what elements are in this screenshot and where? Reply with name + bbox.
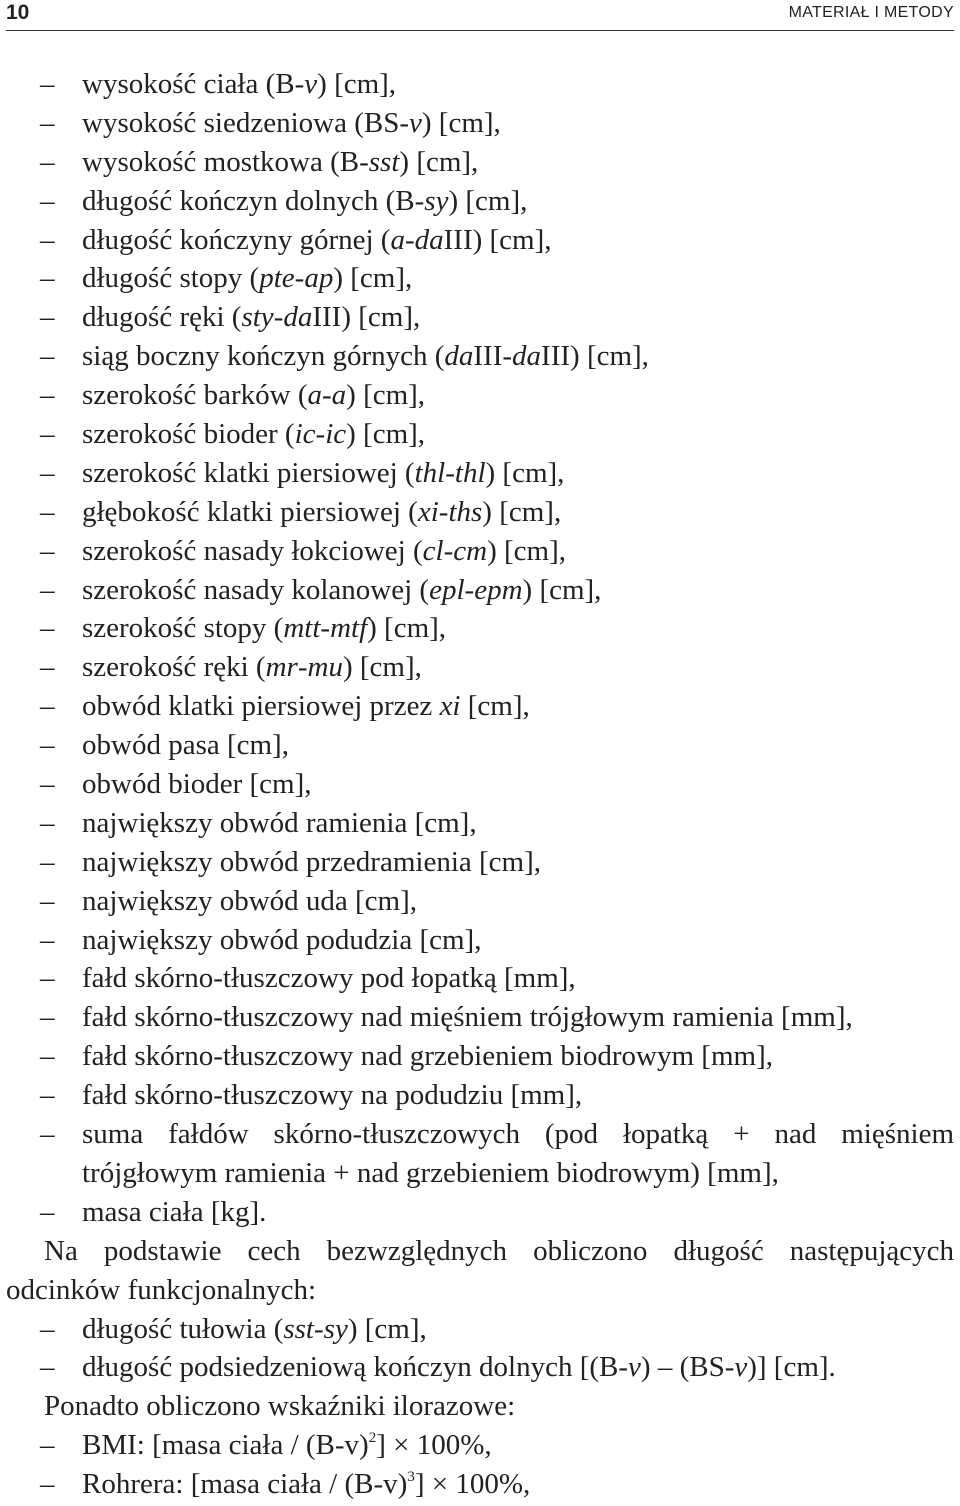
- list-item: [0, 104, 960, 143]
- list-item-text: największy obwód ramienia [cm],: [82, 806, 477, 839]
- list-item: [0, 921, 960, 960]
- dash: –: [40, 340, 55, 373]
- dash: –: [40, 690, 55, 723]
- list-item-text: fałd skórno-tłuszczowy na podudziu [mm],: [82, 1079, 583, 1112]
- list-item-text: fałd skórno-tłuszczowy pod łopatką [mm],: [82, 962, 576, 995]
- list-item: [0, 182, 960, 221]
- dash: –: [40, 1468, 55, 1501]
- list-item: [0, 454, 960, 493]
- list-item: [0, 648, 960, 687]
- list-item: [0, 1348, 960, 1387]
- list-item-text: długość ręki (sty-daIII) [cm],: [82, 301, 421, 334]
- page-content: [0, 65, 960, 1504]
- list-item-text: największy obwód podudzia [cm],: [82, 923, 482, 956]
- dash: –: [40, 262, 55, 295]
- dash: –: [40, 1312, 55, 1345]
- dash: –: [40, 1118, 55, 1151]
- dash: –: [40, 379, 55, 412]
- list-item-text: szerokość ręki (mr-mu) [cm],: [82, 651, 422, 684]
- paragraph-functional-segments: [0, 1232, 960, 1271]
- list-item: [0, 376, 960, 415]
- list-item-text: szerokość nasady łokciowej (cl-cm) [cm],: [82, 534, 566, 567]
- dash: –: [40, 1079, 55, 1112]
- list-item-text: wysokość ciała (B-v) [cm],: [82, 68, 397, 100]
- list-item-text: fałd skórno-tłuszczowy nad mięśniem trójgłowym ramienia [mm],: [82, 1001, 853, 1034]
- dash: –: [40, 68, 55, 100]
- dash: –: [40, 845, 55, 878]
- list-item: [0, 765, 960, 804]
- list-item-text: szerokość klatki piersiowej (thl-thl) [cm],: [82, 456, 565, 489]
- dash: –: [40, 962, 55, 995]
- list-item-text: długość kończyny górnej (a-daIII) [cm],: [82, 223, 552, 256]
- dash: –: [40, 923, 55, 956]
- list-item: [0, 843, 960, 882]
- list-item: [0, 609, 960, 648]
- list-item: [0, 959, 960, 998]
- list-item: [0, 65, 960, 104]
- dash: –: [40, 1001, 55, 1034]
- dash: –: [40, 1195, 55, 1228]
- list-item-text: obwód bioder [cm],: [82, 768, 312, 801]
- list-item-text: długość podsiedzeniową kończyn dolnych [(B-v) – (BS-v)] [cm].: [82, 1351, 836, 1384]
- list-item: [0, 998, 960, 1037]
- list-item: [0, 143, 960, 182]
- index-list: [0, 1426, 960, 1504]
- list-item: [0, 415, 960, 454]
- list-item: [0, 1076, 960, 1115]
- list-item-text: głębokość klatki piersiowej (xi-ths) [cm],: [82, 495, 562, 528]
- dash: –: [40, 768, 55, 801]
- measurement-list: [0, 65, 960, 1232]
- dash: –: [40, 184, 55, 217]
- dash: –: [40, 884, 55, 917]
- dash: –: [40, 729, 55, 762]
- list-item-text: fałd skórno-tłuszczowy nad grzebieniem biodrowym [mm],: [82, 1040, 773, 1073]
- dash: –: [40, 106, 55, 139]
- list-item-text: szerokość nasady kolanowej (epl-epm) [cm],: [82, 573, 602, 606]
- list-item: [0, 493, 960, 532]
- list-item: [0, 687, 960, 726]
- list-item-text: długość tułowia (sst-sy) [cm],: [82, 1312, 427, 1345]
- dash: –: [40, 806, 55, 839]
- paragraph-indices: Ponadto obliczono wskaźniki ilorazowe:: [44, 1390, 516, 1423]
- list-item-text: wysokość siedzeniowa (BS-v) [cm],: [82, 106, 501, 139]
- list-item: [0, 1193, 960, 1232]
- list-item-text: obwód pasa [cm],: [82, 729, 289, 762]
- segment-list: [0, 1310, 960, 1388]
- list-item: [0, 571, 960, 610]
- list-item: [0, 804, 960, 843]
- list-item: [0, 532, 960, 571]
- dash: –: [40, 495, 55, 528]
- list-item-text: największy obwód uda [cm],: [82, 884, 418, 917]
- list-item: [0, 1115, 960, 1193]
- list-item-text: długość stopy (pte-ap) [cm],: [82, 262, 413, 295]
- dash: –: [40, 612, 55, 645]
- list-item-text: masa ciała [kg].: [82, 1195, 267, 1228]
- list-item-text: szerokość stopy (mtt-mtf) [cm],: [82, 612, 447, 645]
- dash: –: [40, 573, 55, 606]
- dash: –: [40, 301, 55, 334]
- dash: –: [40, 223, 55, 256]
- paragraph-line: Na podstawie cech bezwzględnych obliczono długość następujących: [44, 1234, 954, 1267]
- dash: –: [40, 1429, 55, 1462]
- list-item-text: długość kończyn dolnych (B-sy) [cm],: [82, 184, 528, 217]
- formula: BMI: [masa ciała / $(B-v)^2] \times 100\%$,: [82, 1429, 492, 1462]
- list-item-text: największy obwód przedramienia [cm],: [82, 845, 541, 878]
- list-item: [0, 298, 960, 337]
- list-item: [0, 259, 960, 298]
- page-number: 10: [6, 1, 30, 24]
- list-item-text: szerokość bioder (ic-ic) [cm],: [82, 418, 426, 451]
- list-item-text: szerokość barków (a-a) [cm],: [82, 379, 426, 412]
- list-item-rohrer: [0, 1465, 960, 1504]
- dash: –: [40, 651, 55, 684]
- list-item-text: wysokość mostkowa (B-sst) [cm],: [82, 145, 479, 178]
- list-item-bmi: [0, 1426, 960, 1465]
- dash: –: [40, 1040, 55, 1073]
- list-item: [0, 221, 960, 260]
- list-item: [0, 882, 960, 921]
- list-item: [0, 1037, 960, 1076]
- dash: –: [40, 145, 55, 178]
- list-item-text: siąg boczny kończyn górnych (daIII-daIII) [cm],: [82, 340, 649, 373]
- list-item: [0, 726, 960, 765]
- formula: Rohrera: [masa ciała / $(B-v)^3] \times 100\%$,: [82, 1468, 531, 1501]
- dash: –: [40, 418, 55, 451]
- list-item: [0, 337, 960, 376]
- running-head: MATERIAŁ I METODY: [788, 4, 954, 21]
- dash: –: [40, 1351, 55, 1384]
- dash: –: [40, 534, 55, 567]
- page-header: [6, 0, 954, 31]
- paragraph-line: odcinków funkcjonalnych:: [6, 1273, 317, 1306]
- list-item-text: obwód klatki piersiowej przez xi [cm],: [82, 690, 530, 723]
- list-item-text: suma fałdów skórno-tłuszczowych (pod łopatką + nad mięśniem trójgłowym ramienia + nad grzebieniem biodrowym) [mm],: [82, 1118, 954, 1189]
- list-item: [0, 1310, 960, 1349]
- dash: –: [40, 456, 55, 489]
